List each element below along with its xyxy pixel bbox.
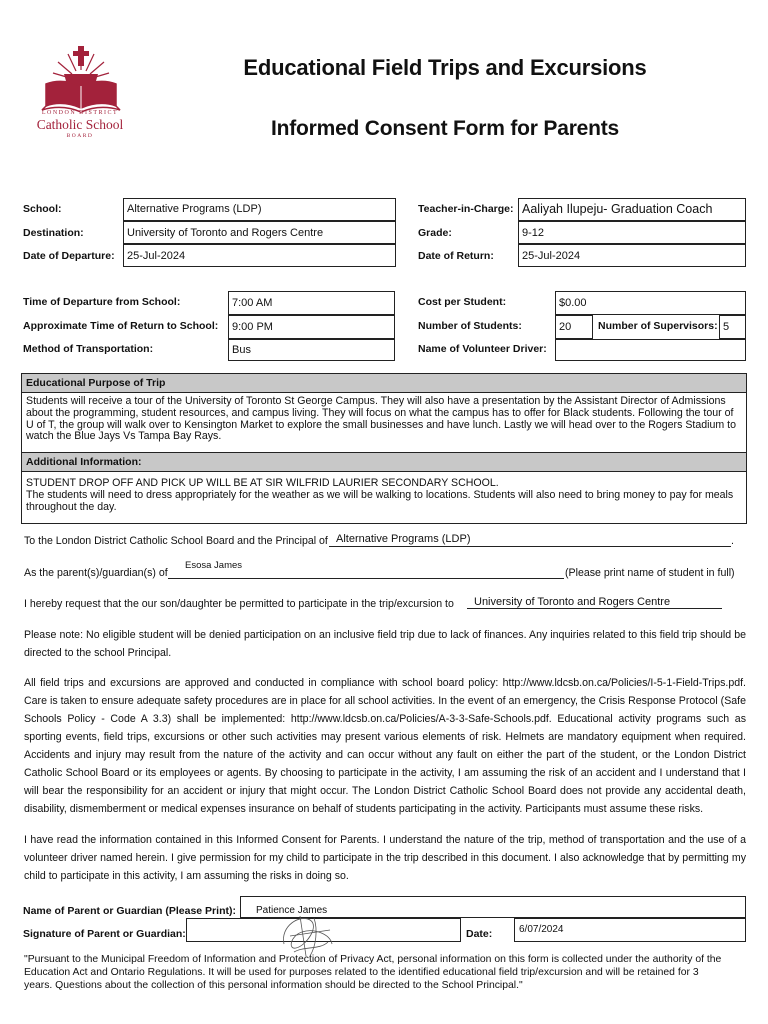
page-subtitle: Informed Consent Form for Parents xyxy=(270,117,620,140)
destination-label: Destination: xyxy=(23,227,84,239)
school-label: School: xyxy=(23,203,62,215)
page-title: Educational Field Trips and Excursions xyxy=(243,55,647,80)
additional-line-1: STUDENT DROP OFF AND PICK UP WILL BE AT SIR WILFRID LAURIER SECONDARY SCHOOL. xyxy=(26,477,499,489)
additional-line-2: The students will need to dress appropriately for the weather as we will be walking to locations. Students will also need to bring money to pay for meals throughout the day. xyxy=(26,488,734,513)
teacher-field[interactable] xyxy=(518,198,746,221)
transport-value: Bus xyxy=(232,344,251,356)
return-time-field[interactable] xyxy=(228,315,395,339)
parent-name-label: Name of Parent or Guardian (Please Print): xyxy=(23,905,236,917)
to-board-suffix: . xyxy=(731,535,734,547)
request-prefix: I hereby request that the our son/daughter be permitted to participate in the trip/excursion to xyxy=(24,598,454,610)
to-board-prefix: To the London District Catholic School Board and the Principal of xyxy=(24,535,328,547)
logo-line-3: BOARD xyxy=(66,133,94,139)
departure-date-value: 25-Jul-2024 xyxy=(127,250,186,262)
departure-time-label: Time of Departure from School: xyxy=(23,296,181,308)
supervisors-label: Number of Supervisors: xyxy=(598,320,718,332)
grade-field[interactable] xyxy=(518,221,746,244)
parent-name-value: Patience James xyxy=(256,905,328,916)
grade-value: 9-12 xyxy=(522,227,545,239)
cost-field[interactable] xyxy=(555,291,746,315)
destination-value: University of Toronto and Rogers Centre xyxy=(127,227,324,239)
students-field[interactable] xyxy=(555,315,593,339)
acknowledgement-text: I have read the information contained in this Informed Consent for Parents. I understand the nature of the trip, method of transportation and the use of a volunteer driver named herein. I give permission for my child to participate in the trip described in this document. I also acknowledge that by permitting my child to participate in this activity, I am assuming the risks in doing so. xyxy=(24,834,746,882)
teacher-label: Teacher-in-Charge: xyxy=(418,203,514,215)
departure-time-field[interactable] xyxy=(228,291,395,315)
principal-value: Alternative Programs (LDP) xyxy=(336,533,471,545)
date-field[interactable] xyxy=(514,918,746,942)
return-date-field[interactable] xyxy=(518,244,746,267)
additional-text[interactable] xyxy=(22,472,746,516)
return-time-value: 9:00 PM xyxy=(232,321,273,333)
return-time-label: Approximate Time of Return to School: xyxy=(23,320,219,332)
purpose-heading: Educational Purpose of Trip xyxy=(22,374,746,393)
finance-note: Please note: No eligible student will be denied participation on an inclusive field trip due to lack of finances. Any inquiries related to this field trip should be directed to the school Principal. xyxy=(24,629,746,659)
cost-label: Cost per Student: xyxy=(418,296,507,308)
return-date-label: Date of Return: xyxy=(418,250,494,262)
policy-text: All field trips and excursions are approved and conducted in compliance with school board policy: http://www.ldcsb.on.ca/Policies/I-5-1-Field-Trips.pdf. Care is taken to ensure adequate safety procedures are in place for all school activities. In the event of an emergency, the Crisis Response Protocol (Safe Schools Policy - Code A 3.3) shall be implemented: http://www.ldcsb.on.ca/Policies/A-3-3-Safe-Schools.pdf. Educational activity programs such as sporting events, field trips, excursions or other such activities may present various elements of risk. Helmets are mandatory equipment when required. Accidents and injury may result from the nature of the activity and can occur without any fault on either the part of the student, or the London District Catholic School Board or its employees or agents. By choosing to participate in the activity, I am assuming the risk of an accident and I understand that I will bear the responsibility for an accident or injury that might occur. The London District Catholic School Board does not provide any accidental death, disability, dismemberment or medical expenses insurance on behalf of students participating in the activity. Participants must assume these risks. xyxy=(24,677,746,815)
transport-label: Method of Transportation: xyxy=(23,343,154,355)
departure-date-field[interactable] xyxy=(123,244,396,267)
additional-section xyxy=(21,453,747,524)
school-field[interactable] xyxy=(123,198,396,221)
logo-line-1: LONDON DISTRICT xyxy=(41,110,119,116)
destination-field[interactable] xyxy=(123,221,396,244)
signature-label: Signature of Parent or Guardian: xyxy=(23,928,186,940)
request-value: University of Toronto and Rogers Centre xyxy=(474,596,671,608)
purpose-text[interactable]: Students will receive a tour of the University of Toronto St George Campus. They will also have a presentation by the Assistant Director of Admissions about the programming, student resources, and campus living. They will focus on what the campus has to offer for Black students. Following the tour of U of T, the group will walk over to Kensington Market to explore the small businesses and have lunch. Lastly we will head over to the Rogers Stadium to watch the Blue Jays Vs Tampa Bay Rays. xyxy=(26,395,736,443)
parent-suffix: (Please print name of student in full) xyxy=(565,567,735,579)
additional-heading: Additional Information: xyxy=(22,453,746,472)
date-label: Date: xyxy=(466,928,493,940)
school-value: Alternative Programs (LDP) xyxy=(127,203,262,215)
departure-date-label: Date of Departure: xyxy=(23,250,115,262)
volunteer-field[interactable] xyxy=(555,339,746,361)
supervisors-value: 5 xyxy=(723,321,730,333)
cost-value: $0.00 xyxy=(559,297,587,309)
students-label: Number of Students: xyxy=(418,320,522,332)
student-name-value: Esosa James xyxy=(185,560,243,571)
teacher-value: Aaliyah Ilupeju- Graduation Coach xyxy=(522,202,713,216)
privacy-notice: "Pursuant to the Municipal Freedom of Information and Protection of Privacy Act, personal information on this form is collected under the authority of the Education Act and Ontario Regulations. It will be used for purposes related to the identified educational field trip/excursion and will be retained for 3 years. Questions about the collection of this personal information should be directed to the School Principal." xyxy=(24,954,722,991)
parent-prefix: As the parent(s)/guardian(s) of xyxy=(24,567,168,579)
supervisors-field[interactable] xyxy=(719,315,746,339)
students-value: 20 xyxy=(559,321,572,333)
date-value: 6/07/2024 xyxy=(519,924,564,935)
purpose-section xyxy=(21,373,747,453)
return-date-value: 25-Jul-2024 xyxy=(522,250,581,262)
volunteer-label: Name of Volunteer Driver: xyxy=(418,343,547,355)
grade-label: Grade: xyxy=(418,227,452,239)
departure-time-value: 7:00 AM xyxy=(232,297,273,309)
logo-line-2: Catholic School xyxy=(36,117,124,132)
transport-field[interactable] xyxy=(228,339,395,361)
